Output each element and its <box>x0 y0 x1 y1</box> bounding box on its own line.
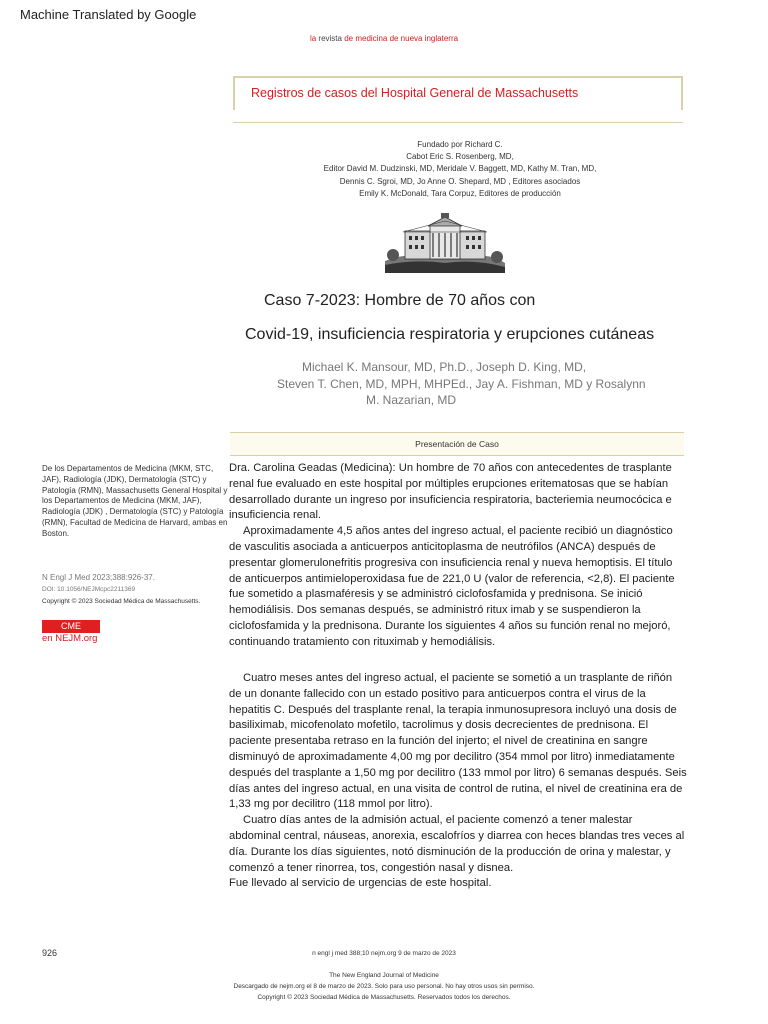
cme-link[interactable]: en NEJM.org <box>42 633 98 644</box>
journal-revista: revista <box>318 34 342 43</box>
journal-header <box>0 34 768 43</box>
citation-block <box>42 572 242 608</box>
affiliations-note: De los Departamentos de Medicina (MKM, STC, JAF), Radiología (JDK), Dermatología (STC) y Patología (RMN), Massachusetts General Hospital y los Departamentos de Medicina (MKM, JAF), Radiología (JDK) , Dermatología (STC) y Patología (RMN), Facultad de Medicina de Harvard, ambas en Boston. <box>42 464 228 538</box>
footer-rights: Copyright © 2023 Sociedad Médica de Massachusetts. Reservados todos los derechos. <box>257 994 511 1001</box>
author-line: M. Nazarian, MD <box>366 393 457 407</box>
footer-download-note: Descargado de nejm.org el 8 de marzo de 2023. Solo para uso personal. No hay otros usos sin permiso. <box>233 983 535 990</box>
editor-line: Emily K. McDonald, Tara Corpuz, Editores de producción <box>359 188 561 198</box>
paragraph: Fue llevado al servicio de urgencias de este hospital. <box>229 877 492 890</box>
journal-prefix: la <box>309 34 317 43</box>
running-citation: n engl j med 388;10 nejm.org 9 de marzo de 2023 <box>312 950 456 957</box>
editors-block <box>260 139 660 200</box>
paragraph: Dra. Carolina Geadas (Medicina): Un hombre de 70 años con antecedentes de trasplante renal fue evaluado en este hospital por múltiples erupciones eritematosas que se habían desarrollado durante un ingreso por insuficiencia respiratoria, bacteriemia neumocócica e insuficiencia renal. <box>229 462 672 522</box>
author-line: Michael K. Mansour, MD, Ph.D., Joseph D. King, MD, <box>302 360 587 374</box>
journal-citation: N Engl J Med 2023;388:926-37. <box>42 573 155 582</box>
page-number: 926 <box>42 948 58 958</box>
journal-name: de medicina de nueva inglaterra <box>344 34 459 43</box>
cme-badge[interactable]: CME <box>42 620 100 633</box>
footer-block <box>0 970 768 1003</box>
footer-journal-name: The New England Journal of Medicine <box>329 972 439 979</box>
editor-line: Editor David M. Dudzinski, MD, Meridale V. Baggett, MD, Kathy M. Tran, MD, <box>323 164 597 174</box>
authors-block <box>270 359 670 409</box>
doi: DOI: 10.1056/NEJMcpc2211369 <box>42 586 136 593</box>
section-title: Registros de casos del Hospital General de Massachusetts <box>251 86 579 100</box>
paragraph: Cuatro meses antes del ingreso actual, el paciente se sometió a un trasplante de riñón de un donante fallecido con un estado positivo para anticuerpos contra el virus de la hepatitis C. Después del trasplante renal, la terapia inmunosupresora incluyó una dosis de basiliximab, micofenolato mofetilo, tacrolimus y dosis decrecientes de prednisona. El paciente presentaba retraso en la función del injerto; el nivel de creatinina en sangre disminuyó de aproximadamente 4,00 mg por decilitro (354 mmol por litro) inmediatamente después del trasplante a 1,50 mg por decilitro (133 mmol por litro) 6 semanas después. Seis días antes del ingreso actual, en una visita de control de rutina, el nivel de creatinina era de 1,33 mg por decilitro (118 mmol por litro). <box>229 672 687 811</box>
editor-line: Fundado por Richard C. <box>417 140 503 149</box>
author-line: Steven T. Chen, MD, MPH, MHPEd., Jay A. Fishman, MD y Rosalynn <box>277 376 646 391</box>
case-body-part2 <box>229 671 687 892</box>
editor-line: Cabot Eric S. Rosenberg, MD, <box>406 152 514 162</box>
paragraph: Aproximadamente 4,5 años antes del ingreso actual, el paciente recibió un diagnóstico de vasculitis asociada a anticuerpos anticitoplasma de neutrófilos (ANCA) después de presentar glomerulonefritis progresiva con insuficiencia renal y nueva hemoptisis. El título de anticuerpos antimieloperoxidasa fue de 221,0 U (valor de referencia, <2,8). El paciente fue sometido a plasmaféresis y se administró ciclofosfamida y prednisona. Se inició hemodiálisis. Dos semanas después, se administró ritux imab y se suspendieron la ciclofosfamida y la prednisona. Durante los siguientes 4 años su función renal no mejoró, continuando tratamiento con rituximab y hemodiálisis. <box>229 525 675 648</box>
section-divider <box>233 122 683 123</box>
sidebar-copyright: Copyright © 2023 Sociedad Médica de Massachusetts. <box>42 598 201 605</box>
case-title-line1: Caso 7-2023: Hombre de 70 años con <box>264 292 536 309</box>
case-body-part1 <box>229 461 687 651</box>
machine-translation-label: Machine Translated by Google <box>20 7 197 22</box>
paragraph: Cuatro días antes de la admisión actual, el paciente comenzó a tener malestar abdominal central, náuseas, anorexia, escalofríos y diarrea con heces blandas tres veces al día. Durante los días siguientes, notó disminución de la producción de orina y malestar, y comenzó a tener rinorrea, tos, congestión nasal y disnea. <box>229 814 685 874</box>
case-title-line2: Covid-19, insuficiencia respiratoria y erupciones cutáneas <box>245 326 655 343</box>
editor-line: Dennis C. Sgroi, MD, Jo Anne O. Shepard, MD , Editores asociados <box>339 176 581 186</box>
presentation-header: Presentación de Caso <box>230 432 684 456</box>
section-title-box <box>233 76 683 110</box>
hospital-building-illustration <box>385 213 505 273</box>
